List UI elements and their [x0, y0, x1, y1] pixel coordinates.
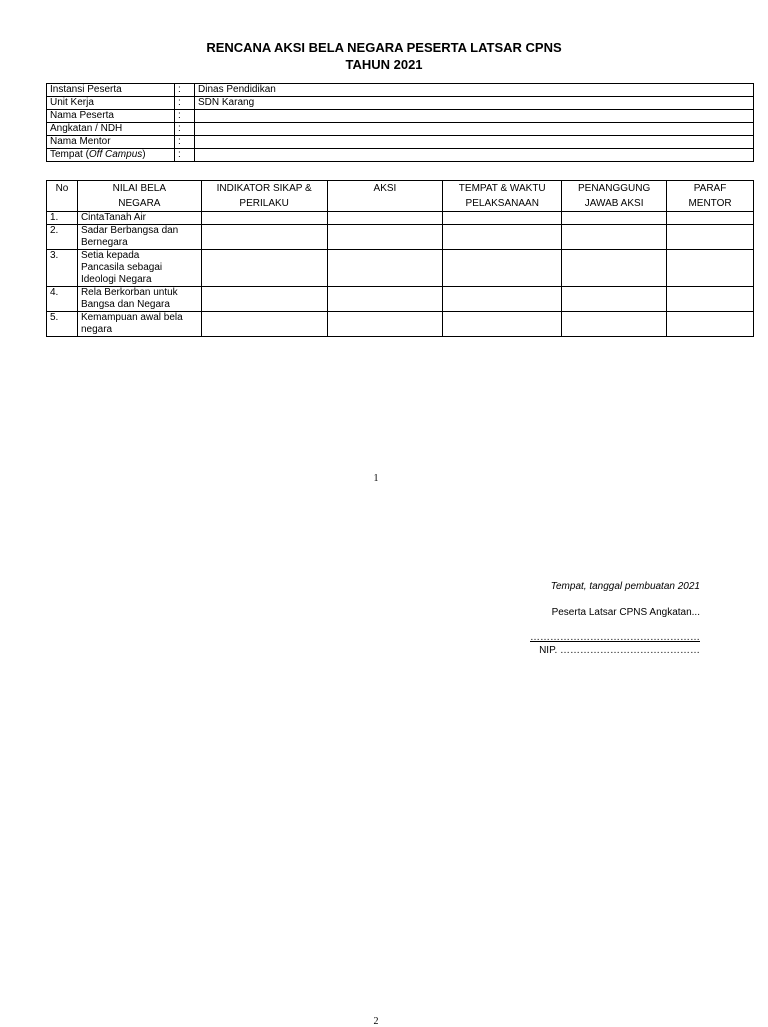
header-tempat-waktu: TEMPAT & WAKTU PELAKSANAAN — [443, 181, 562, 212]
identity-label-place — [47, 149, 175, 162]
row-nilai: Rela Berkorban untuk Bangsa dan Negara — [77, 287, 201, 312]
row-penanggung-jawab — [562, 287, 667, 312]
row-indikator — [201, 287, 327, 312]
identity-row — [47, 149, 754, 162]
row-paraf — [667, 250, 754, 287]
place-label-prefix: Tempat ( — [50, 149, 89, 160]
identity-row — [47, 136, 754, 149]
identity-label: Instansi Peserta — [47, 84, 175, 97]
identity-value — [195, 123, 754, 136]
row-nilai: Kemampuan awal bela negara — [77, 312, 201, 337]
signature-name-line: …………………………………………… — [530, 632, 700, 643]
identity-separator: : — [175, 84, 195, 97]
identity-label: Nama Peserta — [47, 110, 175, 123]
table-row — [47, 312, 754, 337]
participant-identity-table — [46, 83, 754, 162]
row-paraf — [667, 312, 754, 337]
table-row — [47, 212, 754, 225]
row-number: 2. — [47, 225, 78, 250]
signature-role: Peserta Latsar CPNS Angkatan... — [551, 607, 700, 618]
table-row — [47, 287, 754, 312]
identity-value — [195, 110, 754, 123]
row-indikator — [201, 225, 327, 250]
row-penanggung-jawab — [562, 312, 667, 337]
row-penanggung-jawab — [562, 225, 667, 250]
page-number: 2 — [373, 1016, 379, 1027]
row-tempat-waktu — [443, 225, 562, 250]
row-aksi — [327, 225, 443, 250]
table-header-row — [47, 181, 754, 212]
identity-row — [47, 123, 754, 136]
header-aksi: AKSI — [327, 181, 443, 212]
row-number: 3. — [47, 250, 78, 287]
place-label-suffix: ) — [142, 149, 146, 160]
row-paraf — [667, 212, 754, 225]
row-penanggung-jawab — [562, 250, 667, 287]
identity-separator: : — [175, 136, 195, 149]
row-indikator — [201, 312, 327, 337]
signature-place-date: Tempat, tanggal pembuatan 2021 — [550, 581, 700, 592]
identity-row — [47, 110, 754, 123]
action-plan-table — [46, 180, 754, 337]
identity-label: Nama Mentor — [47, 136, 175, 149]
row-number: 1. — [47, 212, 78, 225]
table-row — [47, 225, 754, 250]
row-paraf — [667, 287, 754, 312]
identity-label: Unit Kerja — [47, 97, 175, 110]
row-aksi — [327, 287, 443, 312]
identity-value: SDN Karang — [195, 97, 754, 110]
identity-separator: : — [175, 97, 195, 110]
row-indikator — [201, 212, 327, 225]
row-tempat-waktu — [443, 312, 562, 337]
identity-separator: : — [175, 123, 195, 136]
row-tempat-waktu — [443, 287, 562, 312]
identity-value: Dinas Pendidikan — [195, 84, 754, 97]
row-number: 4. — [47, 287, 78, 312]
row-tempat-waktu — [443, 212, 562, 225]
page-number: 1 — [373, 473, 379, 484]
document-title: RENCANA AKSI BELA NEGARA PESERTA LATSAR CPNS — [206, 40, 562, 55]
identity-row — [47, 97, 754, 110]
row-tempat-waktu — [443, 250, 562, 287]
row-nilai: CintaTanah Air — [77, 212, 201, 225]
signature-nip: NIP. …………………………………… — [539, 645, 700, 656]
header-paraf-mentor: PARAF MENTOR — [667, 181, 754, 212]
identity-value — [195, 149, 754, 162]
identity-separator: : — [175, 110, 195, 123]
row-penanggung-jawab — [562, 212, 667, 225]
header-no: No — [47, 181, 78, 212]
row-nilai: Setia kepada Pancasila sebagai Ideologi Negara — [77, 250, 201, 287]
row-aksi — [327, 312, 443, 337]
row-number: 5. — [47, 312, 78, 337]
header-penanggung-jawab: PENANGGUNG JAWAB AKSI — [562, 181, 667, 212]
row-nilai: Sadar Berbangsa dan Bernegara — [77, 225, 201, 250]
row-aksi — [327, 212, 443, 225]
header-indikator: INDIKATOR SIKAP & PERILAKU — [201, 181, 327, 212]
identity-row — [47, 84, 754, 97]
table-row — [47, 250, 754, 287]
identity-separator: : — [175, 149, 195, 162]
row-paraf — [667, 225, 754, 250]
document-subtitle-year: TAHUN 2021 — [345, 57, 423, 72]
row-indikator — [201, 250, 327, 287]
header-nilai-bela-negara: NILAI BELA NEGARA — [77, 181, 201, 212]
identity-label: Angkatan / NDH — [47, 123, 175, 136]
place-label-italic: Off Campus — [88, 149, 143, 160]
identity-value — [195, 136, 754, 149]
row-aksi — [327, 250, 443, 287]
